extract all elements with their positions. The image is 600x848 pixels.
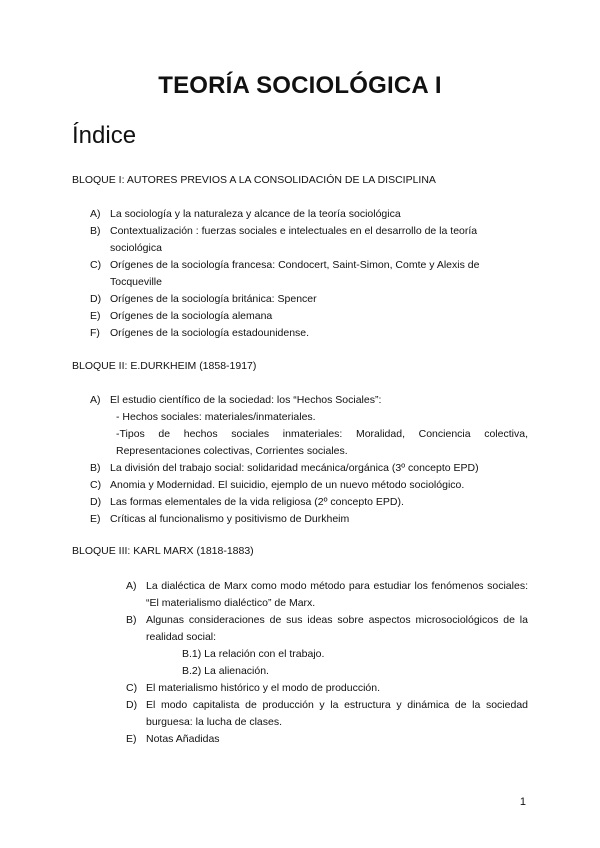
document-title: TEORÍA SOCIOLÓGICA I — [158, 72, 442, 99]
list-item: D) El modo capitalista de producción y la estructura y dinámica de la sociedad burguesa: la lucha de clases. — [126, 699, 528, 728]
list-item: C) El materialismo histórico y el modo de producción. — [126, 682, 381, 694]
list-sub-item: -Tipos de hechos sociales inmateriales: Moralidad, Conciencia colectiva, Representaciones colectivas, Corrientes sociales. — [116, 428, 528, 457]
index-heading: Índice — [72, 122, 137, 149]
list-item: E) Orígenes de la sociología alemana — [90, 310, 273, 322]
list-item: D) Orígenes de la sociología británica: Spencer — [90, 293, 317, 305]
list-sub-item: B.1) La relación con el trabajo. — [182, 648, 325, 660]
bloque1-list — [90, 206, 520, 342]
list-item: B) Contextualización : fuerzas sociales e intelectuales en el desarrollo de la teoría sociológica — [90, 225, 478, 254]
list-item: A) La sociología y la naturaleza y alcance de la teoría sociológica — [90, 208, 401, 220]
list-item: F) Orígenes de la sociología estadounidense. — [90, 327, 310, 339]
page-number: 1 — [519, 796, 526, 808]
list-item: B) La división del trabajo social: solidaridad mecánica/orgánica (3º concepto EPD) — [90, 462, 479, 474]
list-item: B) Algunas consideraciones de sus ideas sobre aspectos microsociológicos de la realidad social: — [126, 614, 528, 643]
list-sub-item: B.2) La alienación. — [182, 665, 269, 677]
list-item: C) Anomia y Modernidad. El suicidio, ejemplo de un nuevo método sociológico. — [90, 479, 465, 491]
bloque2-title: BLOQUE II: E.DURKHEIM (1858-1917) — [72, 360, 257, 372]
list-item: D) Las formas elementales de la vida religiosa (2º concepto EPD). — [90, 496, 404, 508]
list-item: A) La dialéctica de Marx como modo método para estudiar los fenómenos sociales: “El materialismo dialéctico” de Marx. — [126, 580, 528, 609]
list-sub-item: - Hechos sociales: materiales/inmateriales. — [116, 411, 316, 423]
list-item: E) Notas Añadidas — [126, 733, 220, 745]
list-item: A) El estudio científico de la sociedad: los “Hechos Sociales”: — [90, 394, 382, 406]
list-item: C) Orígenes de la sociología francesa: Condocert, Saint-Simon, Comte y Alexis de Tocqueville — [90, 259, 480, 288]
bloque3-title: BLOQUE III: KARL MARX (1818-1883) — [72, 545, 254, 557]
bloque2-list — [90, 392, 528, 528]
list-item: E) Críticas al funcionalismo y positivismo de Durkheim — [90, 513, 350, 525]
bloque1-title: BLOQUE I: AUTORES PREVIOS A LA CONSOLIDACIÓN DE LA DISCIPLINA — [72, 174, 436, 186]
bloque3-list — [126, 578, 528, 748]
